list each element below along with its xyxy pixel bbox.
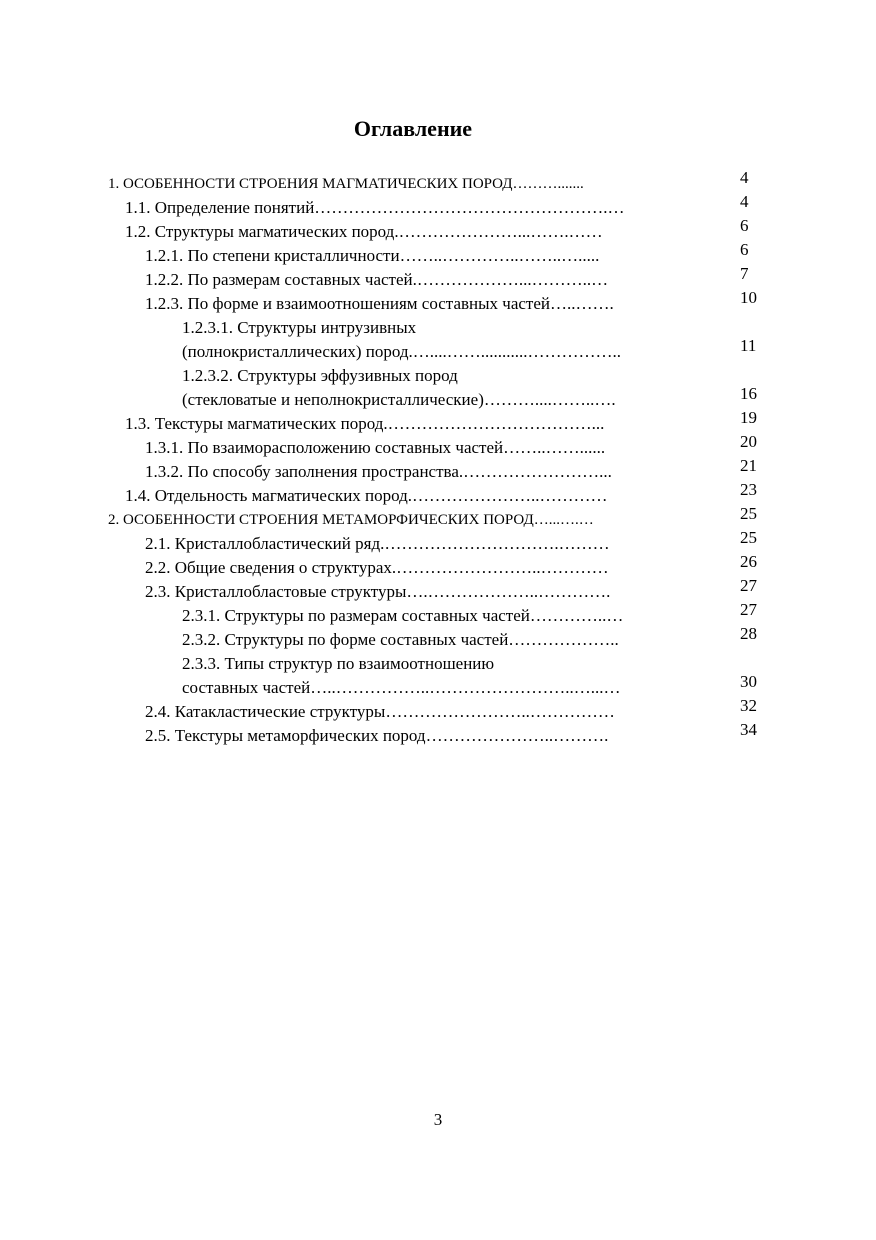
toc-entry-1-3-1[interactable]: 1.3.1. По взаиморасположению составных частей……..……...... (145, 438, 606, 457)
toc-entry-1-2-3-1-line2[interactable]: (полнокристаллических) пород.…....……...........…………….. (182, 342, 622, 361)
toc-page-1-3: 19 (740, 408, 757, 427)
toc-entry-2-4[interactable]: 2.4. Катакластические структуры……………………..…………… (145, 702, 615, 721)
toc-page-2-3-2: 28 (740, 624, 757, 643)
toc-page-2-5: 34 (740, 720, 757, 739)
toc-entry-1-2-3[interactable]: 1.2.3. По форме и взаимоотношениям составных частей…..……. (145, 294, 614, 313)
toc-entry-2-3-1[interactable]: 2.3.1. Структуры по размерам составных частей…………..… (182, 606, 624, 625)
toc-page-1-2-1: 6 (740, 240, 749, 259)
toc-page-1-2-2: 7 (740, 264, 749, 283)
toc-page-1-2-3-2: 16 (740, 384, 757, 403)
toc-entry-1-4[interactable]: 1.4. Отдельность магматических пород.…………………..………… (125, 486, 608, 505)
toc-page-2-3-1: 27 (740, 600, 757, 619)
toc-entry-1-2-2[interactable]: 1.2.2. По размерам составных частей.………………...………..… (145, 270, 609, 289)
toc-page-2-3: 27 (740, 576, 757, 595)
toc-entry-2-3-3-line1[interactable]: 2.3.3. Типы структур по взаимоотношению (182, 654, 495, 673)
toc-page-2: 25 (740, 504, 757, 523)
toc-entry-1-3-2[interactable]: 1.3.2. По способу заполнения пространства.……………………... (145, 462, 612, 481)
page-number: 3 (433, 1110, 443, 1129)
toc-entry-1-2[interactable]: 1.2. Структуры магматических пород.…………………...…….…… (125, 222, 603, 241)
toc-page-2-2: 26 (740, 552, 757, 571)
toc-entry-2[interactable]: 2. ОСОБЕННОСТИ СТРОЕНИЯ МЕТАМОРФИЧЕСКИХ ПОРОД…...….… (108, 512, 594, 528)
toc-entry-2-3[interactable]: 2.3. Кристаллобластовые структуры….………………..…………. (145, 582, 611, 601)
toc-page-1: 4 (740, 168, 749, 187)
toc-entry-2-5[interactable]: 2.5. Текстуры метаморфических пород…………………..………. (145, 726, 609, 745)
toc-entry-1-3[interactable]: 1.3. Текстуры магматических пород.………………………………... (125, 414, 605, 433)
toc-page-1-1: 4 (740, 192, 749, 211)
toc-page-1-4: 23 (740, 480, 757, 499)
toc-page-1-2-3: 10 (740, 288, 757, 307)
toc-page-1-2: 6 (740, 216, 749, 235)
toc-entry-1-1[interactable]: 1.1. Определение понятий…………………………………………….… (125, 198, 625, 217)
toc-page-1-2-3-1: 11 (740, 336, 757, 355)
toc-entry-2-3-3-line2[interactable]: составных частей…..……………..……………………..…...… (182, 678, 621, 697)
toc-page-2-3-3: 30 (740, 672, 757, 691)
toc-entry-1[interactable]: 1. ОСОБЕННОСТИ СТРОЕНИЯ МАГМАТИЧЕСКИХ ПОРОД………....... (108, 176, 584, 192)
toc-entry-1-2-1[interactable]: 1.2.1. По степени кристалличности……..…………..……..…..... (145, 246, 600, 265)
toc-entry-2-2[interactable]: 2.2. Общие сведения о структурах.……………………..………… (145, 558, 609, 577)
toc-page-2-4: 32 (740, 696, 757, 715)
toc-entry-1-2-3-2-line1[interactable]: 1.2.3.2. Структуры эффузивных пород (182, 366, 458, 385)
toc-entry-1-2-3-2-line2[interactable]: (стекловатые и неполнокристаллические)………....……..…. (182, 390, 616, 409)
toc-entry-2-3-2[interactable]: 2.3.2. Структуры по форме составных частей……………….. (182, 630, 619, 649)
page-title: Оглавление (353, 116, 473, 141)
toc-page-2-1: 25 (740, 528, 757, 547)
toc-entry-1-2-3-1-line1[interactable]: 1.2.3.1. Структуры интрузивных (182, 318, 417, 337)
toc-page-1-3-1: 20 (740, 432, 757, 451)
toc-entry-2-1[interactable]: 2.1. Кристаллобластический ряд.………………………….……… (145, 534, 610, 553)
toc-page-1-3-2: 21 (740, 456, 757, 475)
